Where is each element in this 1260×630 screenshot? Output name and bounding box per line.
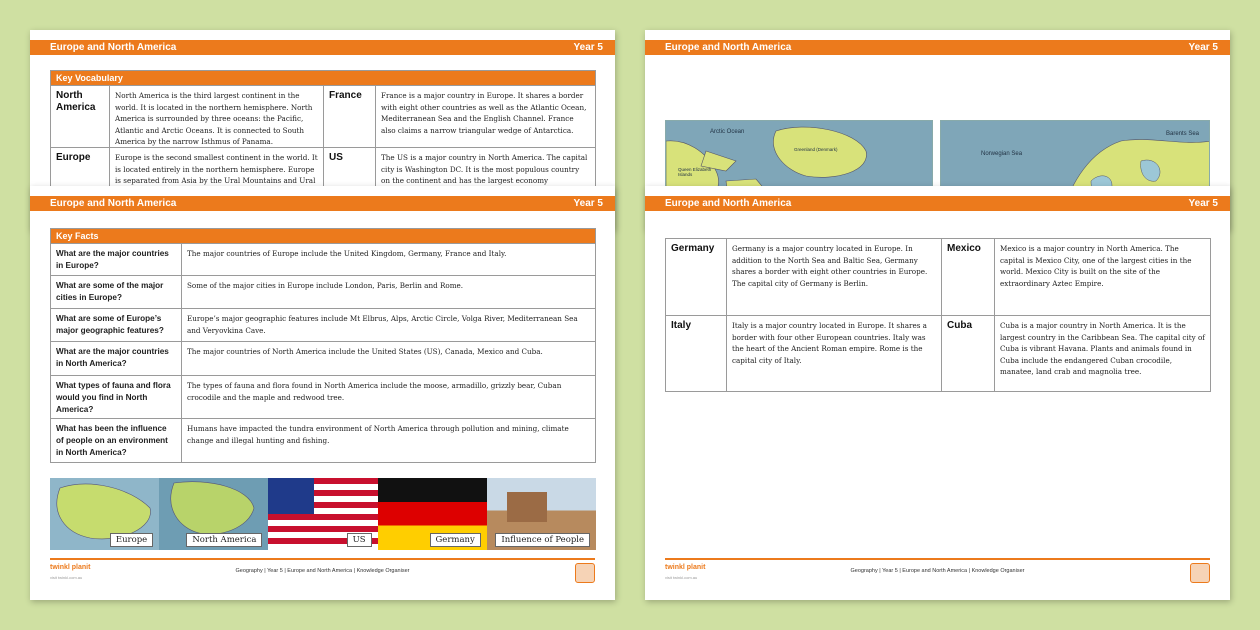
country-def: Italy is a major country located in Europe. It shares a border with four other European countries. Italy was the heart of the Ancient Roman empire. Rome is the capital city of Italy. <box>726 316 941 391</box>
vocab-term: US <box>323 148 375 230</box>
twinkl-logo: twinkl planit <box>50 564 91 571</box>
building-graphic <box>507 492 547 522</box>
fact-question: What are some of the major cities in Europe? <box>56 281 164 302</box>
badge-icon <box>575 563 595 583</box>
footer-text: Geography | Year 5 | Europe and North America | Knowledge Organiser <box>850 568 1025 574</box>
map-label: Norwegian Sea <box>981 151 1023 157</box>
page-key-facts <box>30 186 615 600</box>
badge-icon <box>1190 563 1210 583</box>
vocab-def: Europe is the second smallest continent in the world. It is located entirely in the northern hemisphere. Europe is separated from Asia by the Ural Mountains and Ural <box>109 148 323 230</box>
page-header <box>645 40 1230 55</box>
page-header <box>30 196 615 211</box>
vocab-term: North America <box>56 90 96 113</box>
fact-answer: The types of fauna and flora found in North America include the moose, armadillo, grizzly bear, Cuban crocodile and the maple and redwood tree. <box>181 376 595 418</box>
country-row <box>666 315 1210 391</box>
fact-question: What are the major countries in Europe? <box>56 249 169 270</box>
vocab-def: The US is a major country in North America. The capital city is Washington DC. It is the most populous country on the continent and has the largest economy <box>375 148 595 230</box>
country-term: Italy <box>671 320 692 331</box>
fact-answer: Humans have impacted the tundra environment of North America through pollution and mining, climate change and illegal hunting and fishing. <box>181 419 595 462</box>
fact-question: What has been the influence of people on an environment in North America? <box>56 424 168 457</box>
country-term: Germany <box>671 243 715 254</box>
vocab-term: Europe <box>56 152 91 163</box>
banner-panel-north-america <box>159 478 268 550</box>
header-year: Year 5 <box>1188 42 1218 53</box>
banner-panel-europe <box>50 478 159 550</box>
banner-label: Europe <box>110 533 153 547</box>
vocab-term: France <box>323 86 375 147</box>
map-label: Arctic Ocean <box>710 129 745 135</box>
fact-question: What are the major countries in North America? <box>56 347 169 368</box>
footer-url: visit twinkl.com.au <box>50 575 83 580</box>
map-label: Greenland (Denmark) <box>794 147 838 152</box>
image-banner <box>50 478 596 550</box>
header-title: Europe and North America <box>665 198 792 209</box>
vocab-def: North America is the third largest continent in the world. It is located in the northern hemisphere. North America is surrounded by three oceans: the Pacific, Atlantic and Arctic Oceans. It is connected to South America by the narrow Isthmus of Panama. <box>109 86 323 147</box>
fact-answer: Some of the major cities in Europe include London, Paris, Berlin and Rome. <box>181 276 595 308</box>
banner-label: Influence of People <box>495 533 590 547</box>
footer-url: visit twinkl.com.au <box>665 575 698 580</box>
banner-panel-us <box>268 478 377 550</box>
fact-answer: The major countries of Europe include the United Kingdom, Germany, France and Italy. <box>181 244 595 275</box>
fact-row <box>51 308 595 341</box>
country-term: Mexico <box>941 239 994 315</box>
us-flag-canton <box>268 478 314 514</box>
fact-row <box>51 375 595 418</box>
fact-answer: The major countries of North America include the United States (US), Canada, Mexico and Cuba. <box>181 342 595 375</box>
header-year: Year 5 <box>1188 198 1218 209</box>
header-year: Year 5 <box>573 42 603 53</box>
country-def: Mexico is a major country in North America. The capital is Mexico City, one of the largest cities in the world. Mexico City is built on the site of the extraordinary Aztec Empire. <box>994 239 1210 315</box>
vocab-def: France is a major country in Europe. It shares a border with eight other countries as well as the Atlantic Ocean, Mediterranean Sea and the English Channel. France also claims a narrow triangular wedge of Antarctica. <box>375 86 595 147</box>
map-label: Queen Elizabeth Islands <box>678 167 712 177</box>
fact-row <box>51 243 595 275</box>
map-label: Barents Sea <box>1166 131 1200 137</box>
fact-row <box>51 341 595 375</box>
banner-label: US <box>347 533 372 547</box>
footer-text: Geography | Year 5 | Europe and North America | Knowledge Organiser <box>235 568 410 574</box>
banner-panel-influence <box>487 478 596 550</box>
country-def: Cuba is a major country in North America. It is the largest country in the Caribbean Sea. The capital city of Cuba is vibrant Havana. Plants and animals found in Cuba include the endangered Cuban crocodile, manatee, land crab and magnolia tree. <box>994 316 1210 391</box>
header-year: Year 5 <box>573 198 603 209</box>
header-title: Europe and North America <box>50 198 177 209</box>
fact-row <box>51 275 595 308</box>
fact-question: What types of fauna and flora would you find in North America? <box>56 381 171 414</box>
banner-panel-germany <box>378 478 487 550</box>
page-countries <box>645 186 1230 600</box>
twinkl-logo: twinkl planit <box>665 564 706 571</box>
banner-label: North America <box>186 533 262 547</box>
header-title: Europe and North America <box>50 42 177 53</box>
fact-answer: Europe’s major geographic features include Mt Elbrus, Alps, Arctic Circle, Volga River, Mediterranean Sea and Veryovkina Cave. <box>181 309 595 341</box>
fact-question: What are some of Europe’s major geographic features? <box>56 314 164 335</box>
country-row <box>666 239 1210 315</box>
header-title: Europe and North America <box>665 42 792 53</box>
facts-table <box>50 228 596 463</box>
country-def: Germany is a major country located in Europe. In addition to the North Sea and Baltic Sea, Germany shares a border with eight other countries in Europe. The capital city of Germany is Berlin. <box>726 239 941 315</box>
vocab-heading: Key Vocabulary <box>51 71 595 85</box>
page-footer <box>665 558 1210 584</box>
vocab-row <box>51 85 595 147</box>
countries-table <box>665 238 1211 392</box>
page-header <box>30 40 615 55</box>
facts-heading: Key Facts <box>51 229 595 243</box>
page-footer <box>50 558 595 584</box>
page-header <box>645 196 1230 211</box>
banner-label: Germany <box>430 533 481 547</box>
country-term: Cuba <box>941 316 994 391</box>
fact-row <box>51 418 595 462</box>
